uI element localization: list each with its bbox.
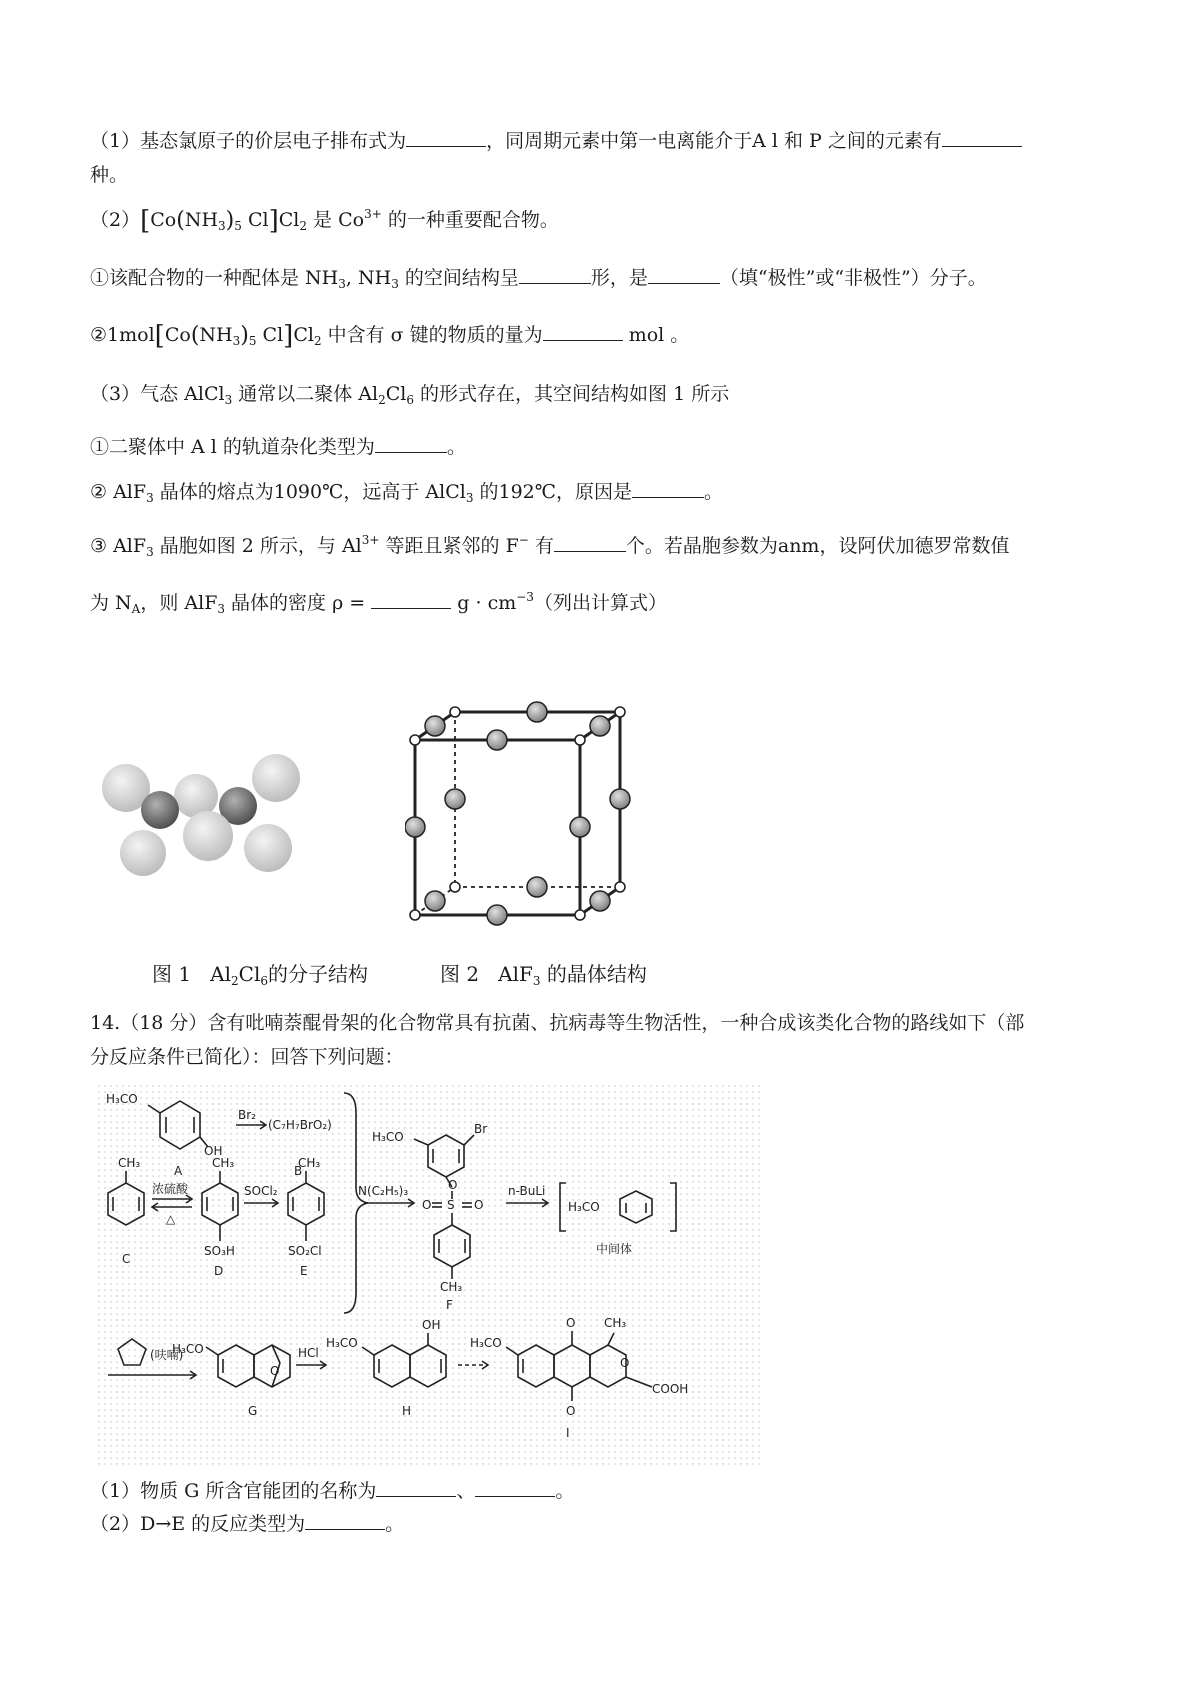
svg-text:O: O	[566, 1316, 576, 1330]
svg-text:A: A	[174, 1164, 183, 1178]
svg-text:E: E	[300, 1264, 308, 1278]
svg-text:O: O	[422, 1198, 432, 1212]
chlorine-atom	[120, 830, 166, 876]
svg-text:H₃CO: H₃CO	[106, 1092, 138, 1106]
answer-blank[interactable]	[519, 265, 591, 284]
svg-text:CH₃: CH₃	[118, 1156, 141, 1170]
svg-text:I: I	[566, 1426, 570, 1440]
svg-text:COOH: COOH	[652, 1382, 689, 1396]
edge-atom	[590, 716, 610, 736]
svg-text:n-BuLi: n-BuLi	[508, 1184, 546, 1198]
chlorine-atom	[183, 811, 233, 861]
answer-blank[interactable]	[406, 128, 486, 147]
svg-text:H: H	[402, 1404, 412, 1418]
svg-text:D: D	[214, 1264, 224, 1278]
answer-blank[interactable]	[648, 265, 720, 284]
q13-part3-sub2: ② AlF$_3$ 晶体的熔点为1090℃，远高于 AlCl$_3$ 的192℃，原因是 。	[90, 481, 724, 505]
figure2-caption: 图 2 AlF$_3$ 的晶体结构	[440, 962, 647, 988]
answer-blank[interactable]	[475, 1478, 555, 1497]
svg-text:HCl: HCl	[298, 1346, 319, 1360]
chlorine-atom	[252, 754, 300, 802]
answer-blank[interactable]	[554, 533, 626, 552]
q14-question1: （1）物质 G 所含官能团的名称为 、 。	[90, 1480, 575, 1502]
q13-part1-line2: 种。	[90, 164, 129, 186]
svg-text:△: △	[166, 1212, 176, 1226]
edge-atom	[487, 730, 507, 750]
edge-atom	[590, 891, 610, 911]
svg-text:B: B	[294, 1164, 303, 1178]
svg-text:CH₃: CH₃	[298, 1156, 321, 1170]
edge-atom	[405, 817, 425, 837]
answer-blank[interactable]	[305, 1511, 385, 1530]
edge-atom	[425, 716, 445, 736]
corner-atom	[410, 735, 420, 745]
svg-text:SO₂Cl: SO₂Cl	[288, 1244, 322, 1258]
svg-text:(C₇H₇BrO₂): (C₇H₇BrO₂)	[268, 1118, 332, 1132]
chlorine-atom	[244, 824, 292, 872]
corner-atom	[615, 707, 625, 717]
answer-blank[interactable]	[543, 322, 623, 341]
edge-atom	[425, 891, 445, 911]
q13-part2: $(2)[Co(NH_3)_5$ $Cl]Cl_2$ 是 $Co^{3+}$ 的一种重要配合物。	[90, 206, 559, 236]
svg-text:H₃CO: H₃CO	[470, 1336, 502, 1350]
svg-text:CH₃: CH₃	[604, 1316, 627, 1330]
svg-text:OH: OH	[422, 1318, 441, 1332]
svg-text:H₃CO: H₃CO	[172, 1342, 204, 1356]
corner-atom	[575, 910, 585, 920]
q13-part2-sub1: ①该配合物的一种配体是 $NH_3$, $NH_3$ 的空间结构呈 形，是 （填“极性”或“非极性”）分子。	[90, 267, 987, 291]
edge-atom	[570, 817, 590, 837]
q14-question2: （2）D→E 的反应类型为 。	[90, 1513, 405, 1535]
svg-text:中间体: 中间体	[596, 1242, 633, 1256]
synthesis-scheme	[96, 1083, 762, 1465]
svg-text:CH₃: CH₃	[440, 1280, 463, 1294]
svg-text:H₃CO: H₃CO	[326, 1336, 358, 1350]
edge-atom	[487, 905, 507, 925]
svg-text:F: F	[446, 1298, 453, 1312]
q13-part3-sub4: 为 $N_A$，则 AlF$_3$ 晶体的密度 $\rho = g \cdot cm^{-3}$（列出计算式）	[90, 590, 667, 616]
svg-text:Br: Br	[474, 1122, 488, 1136]
edge-atom	[610, 789, 630, 809]
svg-text:O: O	[474, 1198, 484, 1212]
q13-part3-sub3: ③ AlF$_3$ 晶胞如图 2 所示，与 $Al^{3+}$ 等距且紧邻的 F− 有 个。若晶胞参数为anm，设阿伏加德罗常数值	[90, 533, 1010, 559]
q13-part3: （3）气态 AlCl$_3$ 通常以二聚体 $Al_2Cl_6$ 的形式存在，其空间结构如图 1 所示	[90, 383, 730, 407]
svg-text:H₃CO: H₃CO	[372, 1130, 404, 1144]
svg-text:(呋喃): (呋喃)	[150, 1348, 184, 1362]
answer-blank[interactable]	[375, 434, 447, 453]
answer-blank[interactable]	[371, 590, 451, 609]
svg-text:C: C	[122, 1252, 131, 1266]
svg-text:Br₂: Br₂	[238, 1108, 256, 1122]
svg-text:O: O	[620, 1356, 630, 1370]
answer-blank[interactable]	[376, 1478, 456, 1497]
aluminum-atom	[141, 791, 179, 829]
svg-text:浓硫酸: 浓硫酸	[152, 1182, 189, 1196]
svg-text:H₃CO: H₃CO	[568, 1200, 600, 1214]
edge-atom	[527, 877, 547, 897]
al2cl6-molecule-figure	[98, 748, 318, 908]
svg-text:O: O	[270, 1364, 280, 1378]
figure1-caption: 图 1 $Al_2Cl_6$的分子结构	[152, 962, 368, 988]
answer-blank[interactable]	[942, 128, 1022, 147]
corner-atom	[410, 910, 420, 920]
edge-atom	[527, 702, 547, 722]
svg-text:O: O	[566, 1404, 576, 1418]
svg-text:N(C₂H₅)₃: N(C₂H₅)₃	[358, 1184, 409, 1198]
answer-blank[interactable]	[632, 479, 704, 498]
corner-atom	[615, 882, 625, 892]
svg-text:SO₃H: SO₃H	[204, 1244, 235, 1258]
alf3-crystal-figure	[405, 700, 670, 940]
q14-intro-line1: 14.（18 分）含有吡喃萘醌骨架的化合物常具有抗菌、抗病毒等生物活性，一种合成该类化合物的路线如下（部	[90, 1012, 1025, 1034]
edge-atom	[445, 789, 465, 809]
synthesis-scheme-drawing	[96, 1083, 762, 1465]
corner-atom	[450, 882, 460, 892]
q13-part1-line1: （1）基态氯原子的价层电子排布式为 ，同周期元素中第一电离能介于A l 和 P 之间的元素有	[90, 128, 1022, 154]
q13-part3-sub1: ①二聚体中 A l 的轨道杂化类型为 。	[90, 436, 466, 458]
svg-text:S: S	[447, 1198, 455, 1212]
corner-atom	[575, 735, 585, 745]
svg-text:CH₃: CH₃	[212, 1156, 235, 1170]
svg-text:O: O	[448, 1178, 458, 1192]
svg-text:SOCl₂: SOCl₂	[244, 1184, 278, 1198]
q13-part2-sub2: $②1mol[Co(NH_3)_5$ $Cl]Cl_2$ 中含有 σ 键的物质的量为 mol 。	[90, 321, 690, 351]
svg-text:OH: OH	[204, 1144, 223, 1158]
corner-atom	[450, 707, 460, 717]
q14-intro-line2: 分反应条件已简化）：回答下列问题：	[90, 1046, 404, 1068]
svg-text:G: G	[248, 1404, 258, 1418]
